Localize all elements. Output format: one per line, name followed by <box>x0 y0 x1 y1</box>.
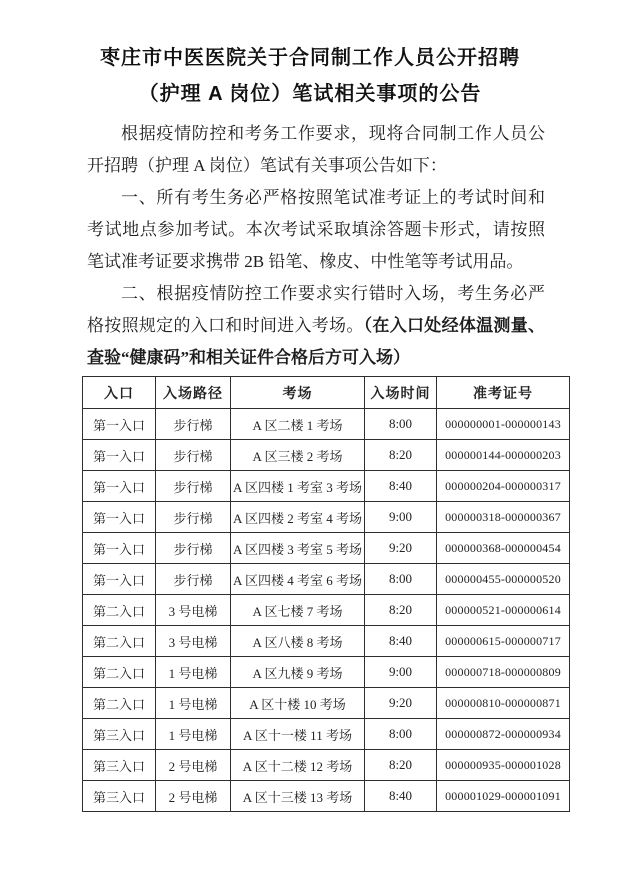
table-cell-room: A 区十二楼 12 考场 <box>231 750 365 781</box>
table-cell-entrance: 第一入口 <box>83 440 156 471</box>
table-cell-time: 8:40 <box>365 626 437 657</box>
table-cell-room: A 区十一楼 11 考场 <box>231 719 365 750</box>
table-cell-entrance: 第一入口 <box>83 533 156 564</box>
table-row <box>83 595 570 626</box>
item-1-paragraph: 一、所有考生务必严格按照笔试准考证上的考试时间和考试地点参加考试。本次考试采取填涂答题卡形式，请按照笔试准考证要求携带 2B 铅笔、橡皮、中性笔等考试用品。 <box>87 188 545 271</box>
table-cell-ticket: 000000455-000000520 <box>437 564 570 595</box>
document-title <box>0 40 620 112</box>
table-cell-route: 3 号电梯 <box>156 626 231 657</box>
table-cell-time: 8:00 <box>365 719 437 750</box>
document-title-line2: （护理 A 岗位）笔试相关事项的公告 <box>138 83 482 105</box>
intro-paragraph: 根据疫情防控和考务工作要求，现将合同制工作人员公开招聘（护理 A 岗位）笔试有关事项公告如下： <box>87 124 545 175</box>
table-cell-route: 步行梯 <box>156 533 231 564</box>
table-row <box>83 564 570 595</box>
table-cell-ticket: 000000144-000000203 <box>437 440 570 471</box>
table-cell-time: 8:20 <box>365 440 437 471</box>
header-route: 入场路径 <box>156 377 231 409</box>
table-cell-time: 8:00 <box>365 409 437 440</box>
header-entrance: 入口 <box>83 377 156 409</box>
table-cell-route: 1 号电梯 <box>156 688 231 719</box>
table-cell-time: 8:20 <box>365 595 437 626</box>
table-cell-ticket: 000001029-000001091 <box>437 781 570 812</box>
table-cell-time: 9:20 <box>365 688 437 719</box>
table-row <box>83 688 570 719</box>
table-row <box>83 409 570 440</box>
table-cell-route: 2 号电梯 <box>156 781 231 812</box>
table-cell-ticket: 000000368-000000454 <box>437 533 570 564</box>
table-row <box>83 533 570 564</box>
item-2-normal-text: 二、根据疫情防控工作要求实行错时入场，考生务必严格按照规定的入口和时间进入考场。 <box>87 284 545 335</box>
table-row <box>83 750 570 781</box>
table-cell-entrance: 第二入口 <box>83 657 156 688</box>
table-cell-ticket: 000000615-000000717 <box>437 626 570 657</box>
table-cell-room: A 区九楼 9 考场 <box>231 657 365 688</box>
exam-table-body <box>83 409 570 812</box>
table-cell-ticket: 000000872-000000934 <box>437 719 570 750</box>
table-cell-ticket: 000000318-000000367 <box>437 502 570 533</box>
table-cell-entrance: 第二入口 <box>83 626 156 657</box>
table-cell-ticket: 000000810-000000871 <box>437 688 570 719</box>
item-2-paragraph <box>87 278 545 374</box>
table-cell-time: 8:40 <box>365 471 437 502</box>
table-cell-route: 步行梯 <box>156 409 231 440</box>
item-2-bold-text: （在入口处经体温测量、查验“健康码”和相关证件合格后方可入场） <box>87 316 546 367</box>
table-cell-room: A 区四楼 2 考室 4 考场 <box>231 502 365 533</box>
table-cell-route: 1 号电梯 <box>156 719 231 750</box>
table-cell-entrance: 第一入口 <box>83 471 156 502</box>
table-cell-entrance: 第一入口 <box>83 564 156 595</box>
table-row <box>83 626 570 657</box>
table-cell-room: A 区十三楼 13 考场 <box>231 781 365 812</box>
table-cell-ticket: 000000935-000001028 <box>437 750 570 781</box>
table-cell-room: A 区七楼 7 考场 <box>231 595 365 626</box>
table-cell-ticket: 000000718-000000809 <box>437 657 570 688</box>
table-row <box>83 781 570 812</box>
table-cell-route: 2 号电梯 <box>156 750 231 781</box>
table-cell-entrance: 第一入口 <box>83 409 156 440</box>
table-row <box>83 719 570 750</box>
table-header-row <box>83 377 570 409</box>
table-row <box>83 471 570 502</box>
header-room: 考场 <box>231 377 365 409</box>
table-cell-room: A 区四楼 4 考室 6 考场 <box>231 564 365 595</box>
table-cell-route: 3 号电梯 <box>156 595 231 626</box>
table-cell-entrance: 第三入口 <box>83 750 156 781</box>
table-cell-route: 步行梯 <box>156 471 231 502</box>
document-title-line1: 枣庄市中医医院关于合同制工作人员公开招聘 <box>100 47 520 69</box>
table-cell-room: A 区四楼 3 考室 5 考场 <box>231 533 365 564</box>
table-cell-entrance: 第三入口 <box>83 781 156 812</box>
table-cell-route: 步行梯 <box>156 440 231 471</box>
table-cell-entrance: 第三入口 <box>83 719 156 750</box>
exam-schedule-table <box>82 376 570 812</box>
table-cell-ticket: 000000521-000000614 <box>437 595 570 626</box>
table-cell-time: 9:00 <box>365 502 437 533</box>
table-cell-ticket: 000000204-000000317 <box>437 471 570 502</box>
table-cell-room: A 区四楼 1 考室 3 考场 <box>231 471 365 502</box>
document-body <box>87 118 545 374</box>
table-cell-entrance: 第二入口 <box>83 595 156 626</box>
table-cell-room: A 区十楼 10 考场 <box>231 688 365 719</box>
table-row <box>83 657 570 688</box>
table-cell-room: A 区八楼 8 考场 <box>231 626 365 657</box>
header-ticket-number: 准考证号 <box>437 377 570 409</box>
table-row <box>83 440 570 471</box>
table-cell-ticket: 000000001-000000143 <box>437 409 570 440</box>
table-cell-entrance: 第二入口 <box>83 688 156 719</box>
table-cell-time: 9:00 <box>365 657 437 688</box>
table-cell-time: 9:20 <box>365 533 437 564</box>
table-row <box>83 502 570 533</box>
table-cell-room: A 区三楼 2 考场 <box>231 440 365 471</box>
table-cell-route: 步行梯 <box>156 502 231 533</box>
table-cell-room: A 区二楼 1 考场 <box>231 409 365 440</box>
table-cell-time: 8:00 <box>365 564 437 595</box>
table-cell-time: 8:40 <box>365 781 437 812</box>
table-cell-route: 1 号电梯 <box>156 657 231 688</box>
table-cell-time: 8:20 <box>365 750 437 781</box>
table-cell-entrance: 第一入口 <box>83 502 156 533</box>
header-entry-time: 入场时间 <box>365 377 437 409</box>
table-cell-route: 步行梯 <box>156 564 231 595</box>
